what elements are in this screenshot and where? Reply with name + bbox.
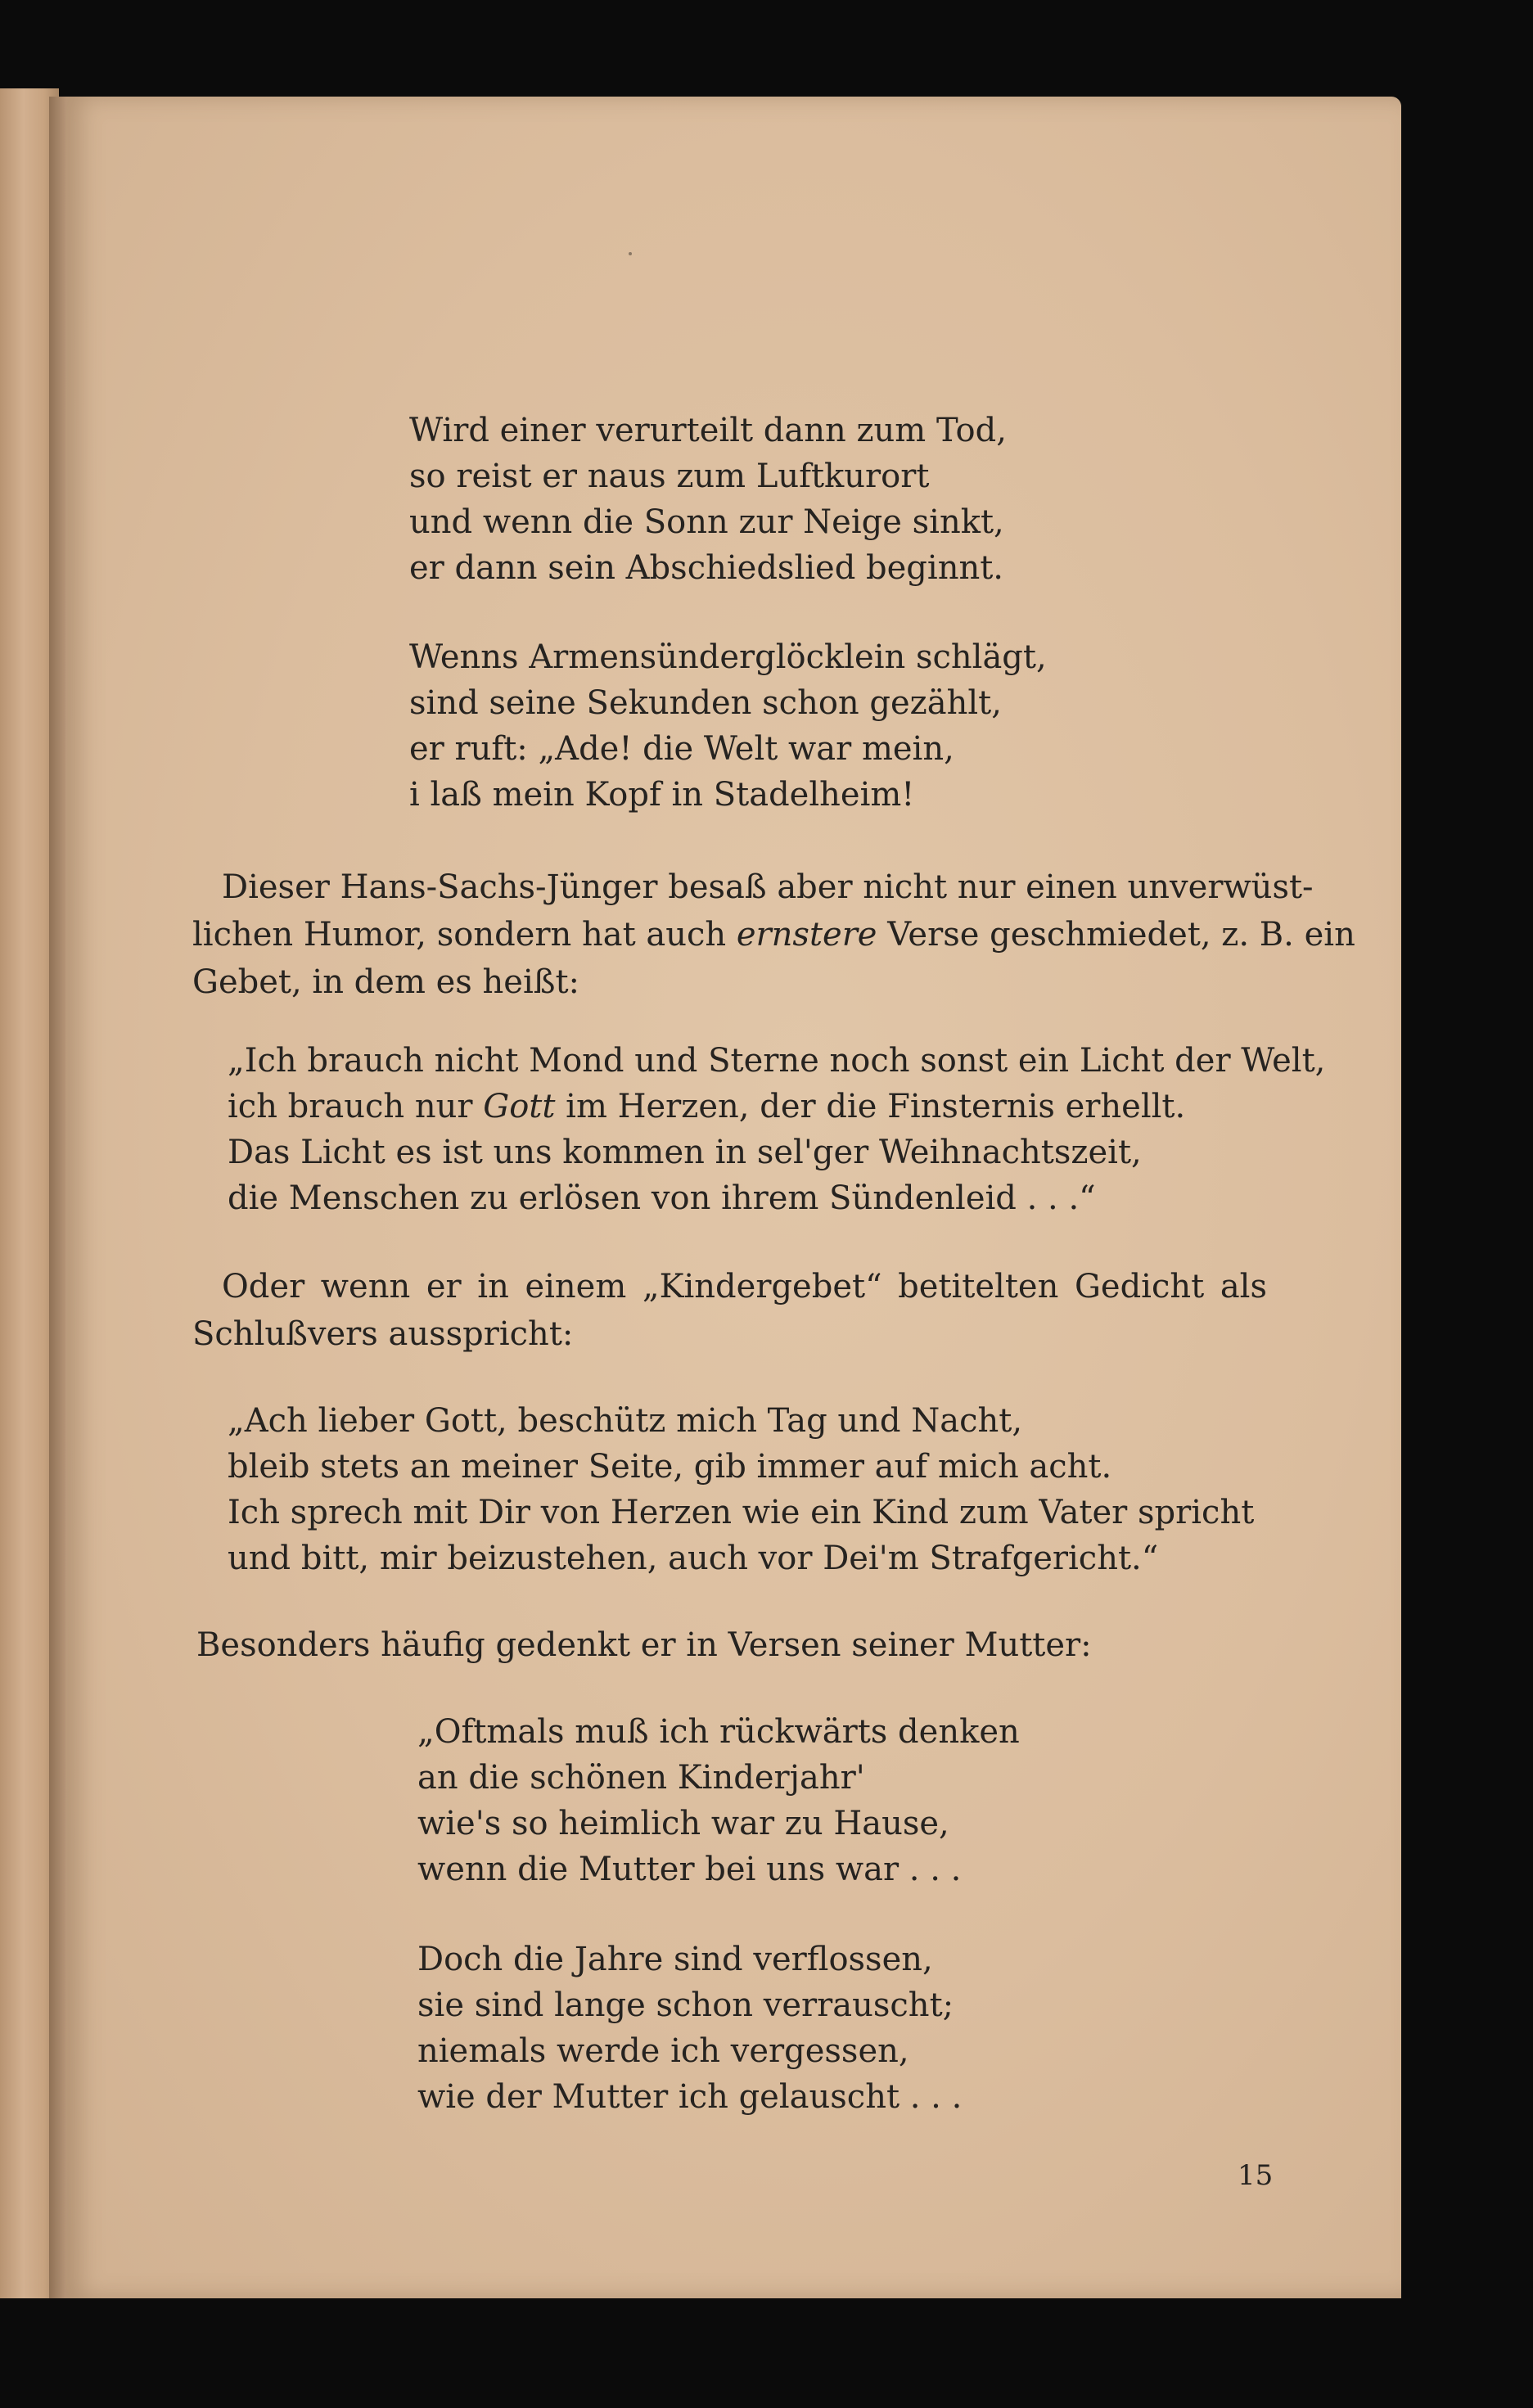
- verse-line: niemals werde ich vergessen,: [417, 2032, 909, 2070]
- quote-line: „Ach lieber Gott, beschütz mich Tag und Nacht,: [228, 1402, 1023, 1440]
- prose-paragraph-2: [192, 1263, 1267, 1358]
- emphasized-word: ernstere: [736, 916, 877, 954]
- prose-text: Verse geschmiedet, z. B. ein: [887, 916, 1355, 954]
- verse-line: Doch die Jahre sind verflossen,: [417, 1941, 933, 1978]
- verse-line: er ruft: „Ade! die Welt war mein,: [409, 730, 954, 768]
- verse-stanza-4: [417, 1937, 962, 2120]
- prayer-quote-1: [228, 1038, 1325, 1221]
- quote-line: Das Licht es ist uns kommen in sel'ger Weihnachtszeit,: [228, 1134, 1142, 1171]
- verse-line: sind seine Sekunden schon gezählt,: [409, 684, 1002, 722]
- quote-text: im Herzen, der die Finsternis erhellt.: [566, 1088, 1186, 1125]
- quote-line: und bitt, mir beizustehen, auch vor Dei'm Strafgericht.“: [228, 1540, 1159, 1577]
- verse-line: wenn die Mutter bei uns war . . .: [417, 1851, 962, 1888]
- verse-line: und wenn die Sonn zur Neige sinkt,: [409, 503, 1004, 541]
- verse-stanza-1: [409, 408, 1007, 591]
- paper-speck: [629, 252, 632, 255]
- verse-line: so reist er naus zum Luftkurort: [409, 458, 930, 495]
- book-page: [65, 97, 1401, 2298]
- verse-line: „Oftmals muß ich rückwärts denken: [417, 1713, 1020, 1751]
- quote-line: „Ich brauch nicht Mond und Sterne noch sonst ein Licht der Welt,: [228, 1042, 1326, 1080]
- verse-line: an die schönen Kinderjahr': [417, 1759, 865, 1797]
- quote-line: Ich sprech mit Dir von Herzen wie ein Kind zum Vater spricht: [228, 1494, 1255, 1531]
- verse-stanza-2: [409, 634, 1047, 818]
- prose-line: [192, 911, 1355, 958]
- quote-line: [228, 1084, 1325, 1130]
- prose-line: Gebet, in dem es heißt:: [192, 963, 580, 1001]
- prose-text: lichen Humor, sondern hat auch: [192, 916, 727, 954]
- verse-line: Wird einer verurteilt dann zum Tod,: [409, 412, 1007, 449]
- verse-line: er dann sein Abschiedslied beginnt.: [409, 549, 1004, 587]
- page-number: 15: [1238, 2159, 1274, 2192]
- quote-line: die Menschen zu erlösen von ihrem Sündenleid . . .“: [228, 1179, 1096, 1217]
- verse-line: i laß mein Kopf in Stadelheim!: [409, 776, 915, 814]
- prose-paragraph-1: [192, 864, 1355, 1006]
- verse-line: Wenns Armensünderglöcklein schlägt,: [409, 638, 1047, 676]
- verse-stanza-3: [417, 1709, 1020, 1892]
- prayer-quote-2: [228, 1398, 1254, 1581]
- prose-line: Schlußvers ausspricht:: [192, 1315, 574, 1353]
- quote-line: bleib stets an meiner Seite, gib immer auf mich acht.: [228, 1448, 1112, 1486]
- emphasized-word: Gott: [483, 1088, 556, 1125]
- book-gutter: [49, 97, 67, 2298]
- prose-text: Oder wenn er in einem „Kindergebet“ betitelten Gedicht als: [222, 1268, 1267, 1305]
- prose-line: [192, 864, 1314, 911]
- verse-line: sie sind lange schon verrauscht;: [417, 1986, 954, 2024]
- prose-text: Dieser Hans-Sachs-Jünger besaß aber nicht nur einen unverwüst-: [222, 868, 1314, 906]
- prose-paragraph-3: [196, 1621, 1092, 1669]
- prose-line: Besonders häufig gedenkt er in Versen seiner Mutter:: [196, 1626, 1092, 1664]
- verse-line: wie's so heimlich war zu Hause,: [417, 1805, 949, 1842]
- verse-line: wie der Mutter ich gelauscht . . .: [417, 2078, 963, 2116]
- prose-line: [192, 1263, 1267, 1310]
- quote-text: ich brauch nur: [228, 1088, 473, 1125]
